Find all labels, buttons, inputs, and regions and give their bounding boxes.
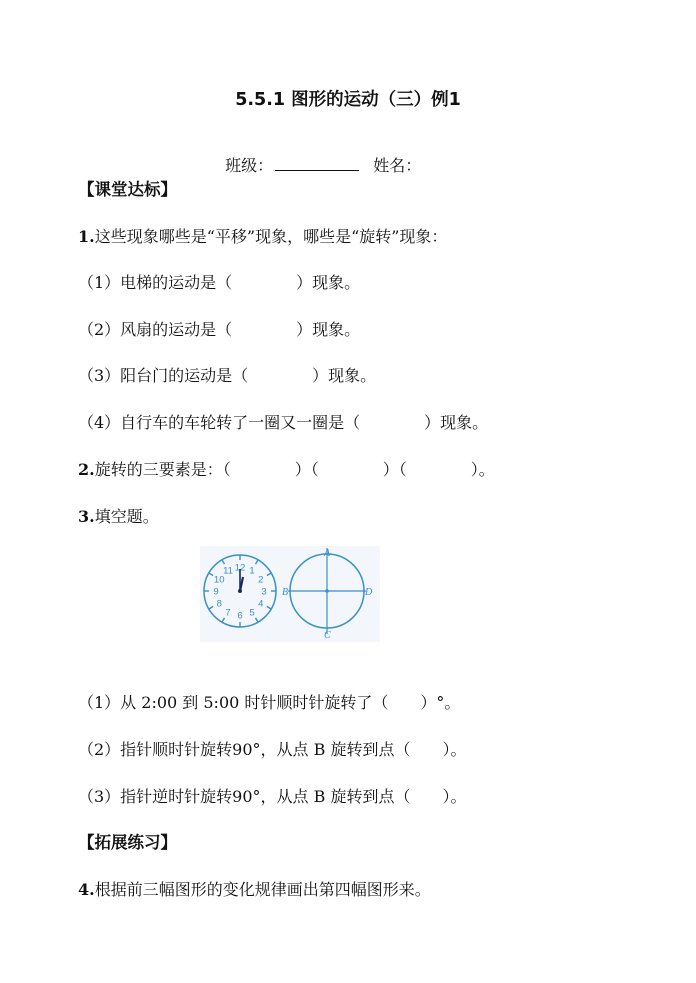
q3-item-3: （3）指针逆时针旋转90°，从点 B 旋转到点（ ）。 <box>78 787 467 806</box>
clock-number: 2 <box>258 574 264 586</box>
q2-number: 2. <box>78 460 95 479</box>
q1-text: 这些现象哪些是“平移”现象，哪些是“旋转”现象： <box>94 227 448 246</box>
clock-number: 9 <box>213 586 219 598</box>
q1-stem <box>78 227 447 247</box>
figure-svg <box>200 546 380 642</box>
q3-stem <box>78 507 159 527</box>
clock-center <box>238 589 242 593</box>
q3-number: 3. <box>78 507 95 526</box>
q3-text: 填空题。 <box>94 507 159 526</box>
clock-number: 10 <box>213 574 225 586</box>
clock-face <box>204 555 276 627</box>
center-point <box>325 589 329 593</box>
section-practice: 【课堂达标】 <box>78 180 177 199</box>
class-label: 班级： <box>225 156 274 175</box>
q3-item-1: （1）从 2:00 到 5:00 时针顺时针旋转了（ ）°。 <box>78 693 461 712</box>
q2 <box>78 460 495 480</box>
point-d-label: D <box>365 587 373 598</box>
clock-number: 3 <box>261 586 267 598</box>
clock-number: 1 <box>249 565 255 577</box>
clock-number: 12 <box>234 562 246 574</box>
class-name-line <box>215 134 421 176</box>
q2-text: 旋转的三要素是：（ ）（ ）（ ）。 <box>94 460 495 479</box>
clock-number: 5 <box>249 607 255 619</box>
q1-item-4: （4）自行车的车轮转了一圈又一圈是（ ）现象。 <box>78 413 489 432</box>
clock-number: 4 <box>258 598 264 610</box>
q1-item-2: （2）风扇的运动是（ ）现象。 <box>78 320 361 339</box>
class-blank[interactable] <box>275 156 359 171</box>
q1-number: 1. <box>78 227 95 246</box>
clock-number: 8 <box>216 598 222 610</box>
q1-item-3: （3）阳台门的运动是（ ）现象。 <box>78 366 377 385</box>
q4 <box>78 880 431 900</box>
q1-item-1: （1）电梯的运动是（ ）现象。 <box>78 273 361 292</box>
q4-text: 根据前三幅图形的变化规律画出第四幅图形来。 <box>94 880 431 899</box>
page-title: 5.5.1 图形的运动（三）例1 <box>235 90 461 110</box>
clock-number: 6 <box>237 610 243 622</box>
section-extension: 【拓展练习】 <box>78 833 177 852</box>
clock-number: 7 <box>225 607 231 619</box>
clock-number: 11 <box>223 565 233 577</box>
point-a-label: A <box>324 548 331 559</box>
q3-item-2: （2）指针顺时针旋转90°，从点 B 旋转到点（ ）。 <box>78 740 467 759</box>
q3-figure <box>200 546 380 646</box>
name-label: 姓名： <box>373 156 422 175</box>
point-c-label: C <box>324 630 331 641</box>
point-b-label: B <box>282 587 289 598</box>
q4-number: 4. <box>78 880 95 899</box>
